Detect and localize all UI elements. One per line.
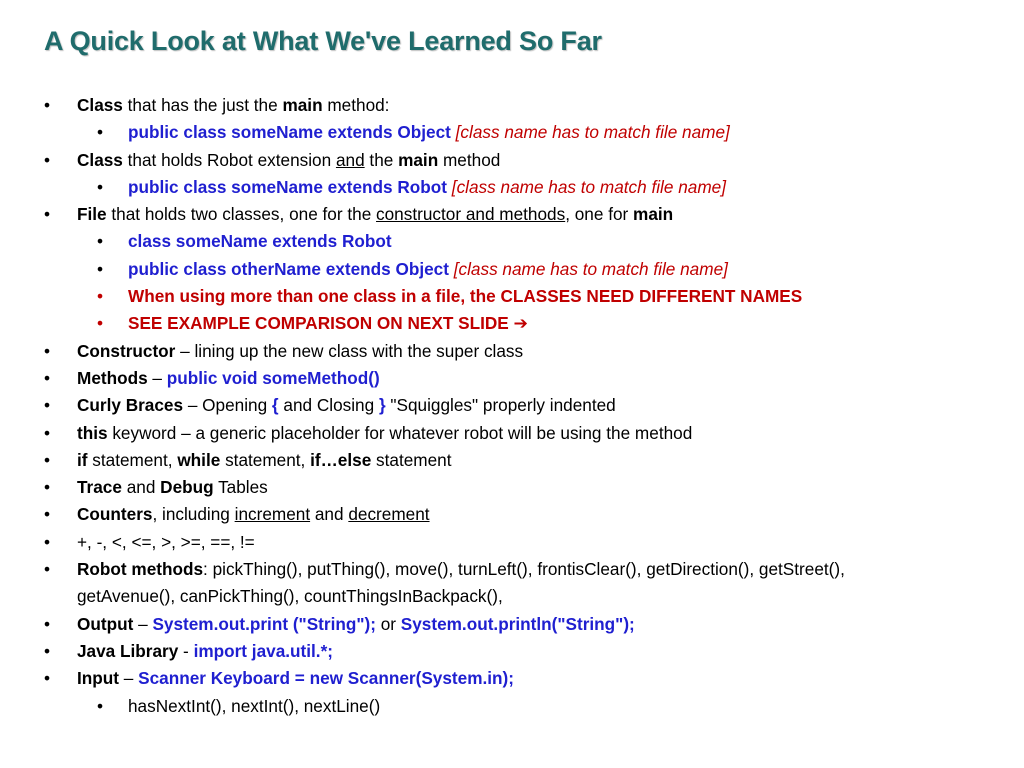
sub-bullet-different-names: • When using more than one class in a file, the CLASSES NEED DIFFERENT NAMES (0, 283, 1024, 310)
slide-title: A Quick Look at What We've Learned So Far (44, 26, 602, 56)
sub-bullet-class-robot: • public class someName extends Robot [class name has to match file name] (0, 174, 1024, 201)
sub-bullet-othername-object: • public class otherName extends Object [class name has to match file name] (0, 256, 1024, 283)
bullet-class-main: • Class that has the just the main method: (0, 92, 1024, 119)
bullet-operators: • +, -, <, <=, >, >=, ==, != (0, 529, 1024, 556)
bullet-robot-methods: • Robot methods: pickThing(), putThing(), move(), turnLeft(), frontisClear(), getDirection(), getStreet(), getAvenue(), canPickThing(), countThingsInBackpack(), (0, 556, 907, 611)
sub-bullet-somename-robot: • class someName extends Robot (0, 228, 1024, 255)
sub-bullet-class-object: • public class someName extends Object [class name has to match file name] (0, 119, 1024, 146)
bullet-file-two-classes: • File that holds two classes, one for the constructor and methods, one for main (0, 201, 1024, 228)
bullet-trace-debug: • Trace and Debug Tables (0, 474, 1024, 501)
bullet-class-robot: • Class that holds Robot extension and the main method (0, 147, 1024, 174)
bullet-list (0, 92, 1024, 720)
bullet-curly-braces: • Curly Braces – Opening { and Closing } "Squiggles" properly indented (0, 392, 1024, 419)
bullet-methods: • Methods – public void someMethod() (0, 365, 1024, 392)
sub-bullet-see-example: • SEE EXAMPLE COMPARISON ON NEXT SLIDE ➔ (0, 310, 1024, 337)
bullet-input: • Input – Scanner Keyboard = new Scanner(System.in); (0, 665, 1024, 692)
right-arrow-icon: ➔ (513, 313, 528, 334)
bullet-counters: • Counters, including increment and decrement (0, 501, 1024, 528)
bullet-java-library: • Java Library - import java.util.*; (0, 638, 1024, 665)
bullet-output: • Output – System.out.print ("String"); or System.out.println("String"); (0, 611, 1024, 638)
bullet-statements: • if statement, while statement, if…else statement (0, 447, 1024, 474)
bullet-this-keyword: • this keyword – a generic placeholder for whatever robot will be using the method (0, 420, 1024, 447)
bullet-constructor: • Constructor – lining up the new class with the super class (0, 338, 1024, 365)
sub-bullet-scanner-methods: • hasNextInt(), nextInt(), nextLine() (0, 693, 1024, 720)
